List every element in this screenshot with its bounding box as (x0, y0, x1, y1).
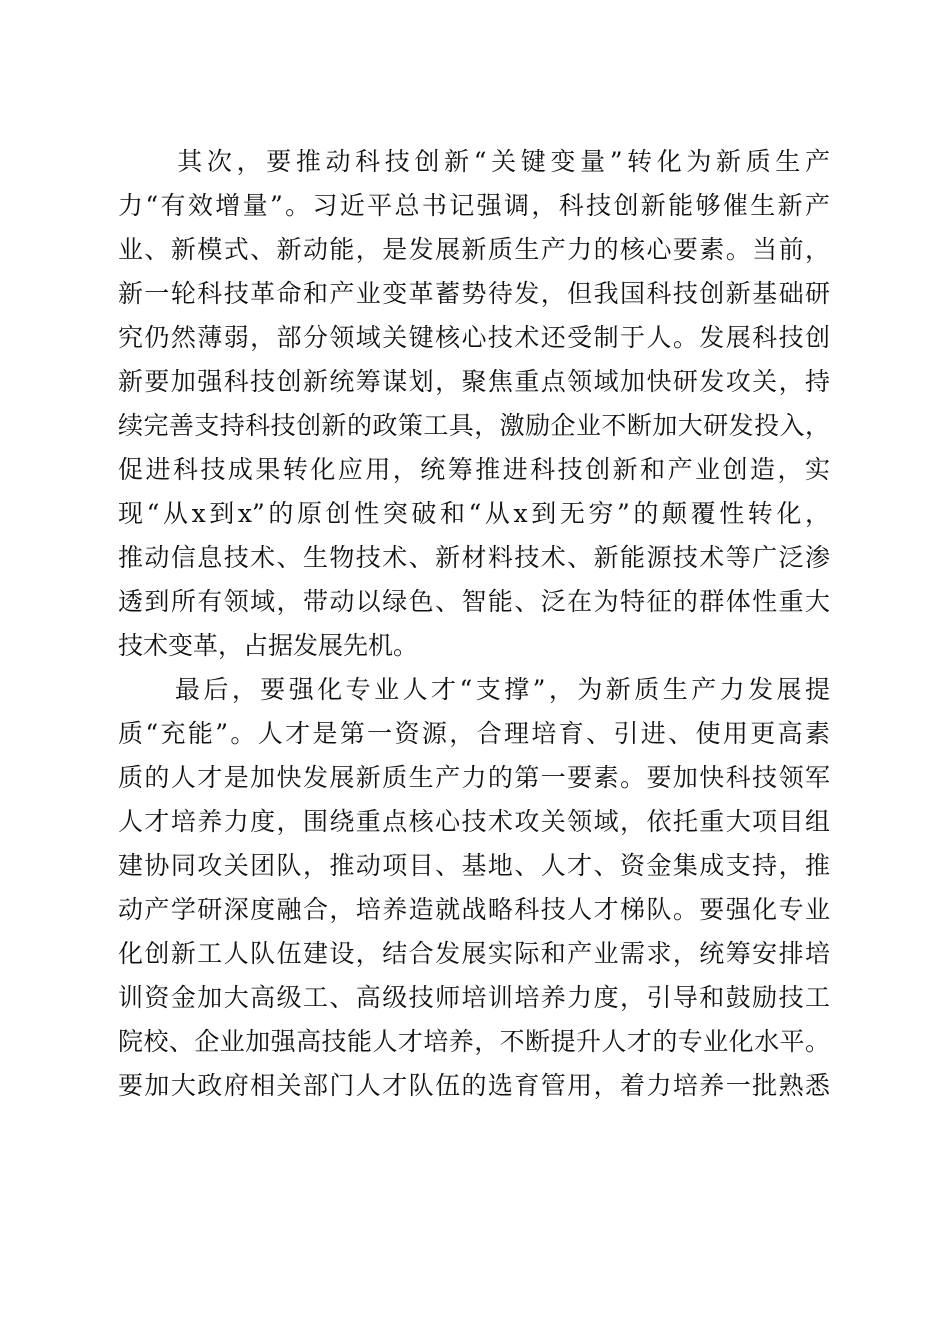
text-line: 其次，要推动科技创新“关键变量”转化为新质生产 (118, 147, 830, 176)
text-line: 要加大政府相关部门人才队伍的选育管用，着力培养一批熟悉 (118, 1071, 830, 1100)
paragraph-innovation (118, 140, 830, 668)
text-line: 质“充能”。人才是第一资源，合理培育、引进、使用更高素 (118, 719, 830, 748)
text-line: 现“从x到x”的原创性突破和“从x到无穷”的颠覆性转化， (118, 499, 830, 528)
text-line: 促进科技成果转化应用，统筹推进科技创新和产业创造，实 (118, 455, 830, 484)
document-body (118, 140, 830, 1108)
text-line: 推动信息技术、生物技术、新材料技术、新能源技术等广泛渗 (118, 543, 830, 572)
text-line: 最后，要强化专业人才“支撑”，为新质生产力发展提 (118, 675, 830, 704)
text-line: 化创新工人队伍建设，结合发展实际和产业需求，统筹安排培 (118, 939, 830, 968)
text-line: 透到所有领域，带动以绿色、智能、泛在为特征的群体性重大 (118, 587, 830, 616)
text-line: 新一轮科技革命和产业变革蓄势待发，但我国科技创新基础研 (118, 279, 830, 308)
text-line: 院校、企业加强高技能人才培养，不断提升人才的专业化水平。 (118, 1027, 830, 1056)
text-line: 业、新模式、新动能，是发展新质生产力的核心要素。当前， (118, 235, 830, 264)
paragraph-talent (118, 668, 830, 1108)
text-line: 训资金加大高级工、高级技师培训培养力度，引导和鼓励技工 (118, 983, 830, 1012)
text-line: 动产学研深度融合，培养造就战略科技人才梯队。要强化专业 (118, 895, 830, 924)
text-line: 力“有效增量”。习近平总书记强调，科技创新能够催生新产 (118, 191, 830, 220)
text-line: 质的人才是加快发展新质生产力的第一要素。要加快科技领军 (118, 763, 830, 792)
text-line: 究仍然薄弱，部分领域关键核心技术还受制于人。发展科技创 (118, 323, 830, 352)
text-line: 建协同攻关团队，推动项目、基地、人才、资金集成支持，推 (118, 851, 830, 880)
text-line: 新要加强科技创新统筹谋划，聚焦重点领域加快研发攻关，持 (118, 367, 830, 396)
text-line: 人才培养力度，围绕重点核心技术攻关领域，依托重大项目组 (118, 807, 830, 836)
text-line: 技术变革，占据发展先机。 (118, 631, 419, 660)
text-line: 续完善支持科技创新的政策工具，激励企业不断加大研发投入， (118, 411, 830, 440)
